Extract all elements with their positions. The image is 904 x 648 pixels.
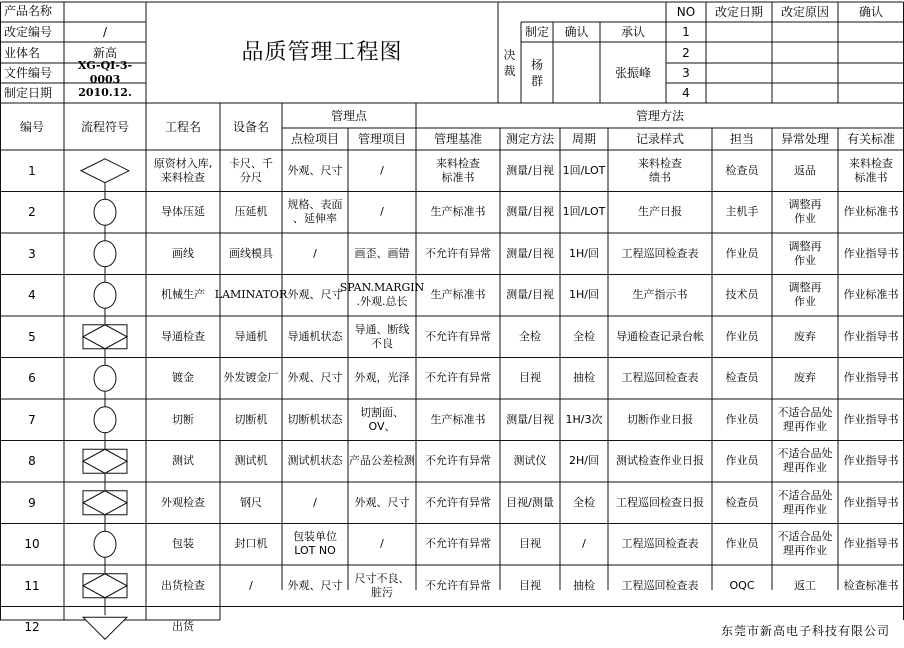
- row-equipment: 导通机: [220, 316, 282, 358]
- row-equipment: 测试机: [220, 441, 282, 483]
- revision-number: 4: [666, 83, 706, 103]
- flow-inspection-box: [83, 491, 127, 515]
- row-cycle: /: [560, 524, 608, 566]
- row-cycle: 抽检: [560, 565, 608, 607]
- row-standard: 生产标准书: [416, 275, 500, 317]
- flow-process-circle: [94, 241, 116, 267]
- row-measure: 测量/目视: [500, 150, 560, 192]
- row-measure: 测试仪: [500, 441, 560, 483]
- info-value: 新高: [64, 42, 146, 63]
- row-process: 画线: [146, 233, 220, 275]
- row-record: 生产指示书: [608, 275, 712, 317]
- row-owner: 技术员: [712, 275, 772, 317]
- row-number: 11: [0, 565, 64, 607]
- info-value: XG-QI-3-0003: [64, 63, 146, 83]
- row-related: 作业指导书: [838, 441, 904, 483]
- row-record: [608, 607, 712, 648]
- company-name: 东莞市新高电子科技有限公司: [721, 622, 890, 639]
- flow-process-circle: [94, 365, 116, 391]
- col-header-process: 工程名: [146, 103, 220, 150]
- revision-number: 1: [666, 22, 706, 42]
- row-record: 工程巡回检查表: [608, 233, 712, 275]
- row-number: 8: [0, 441, 64, 483]
- approval-column-label: 制定: [521, 22, 553, 42]
- row-cycle: 1回/LOT: [560, 150, 608, 192]
- row-record: 工程巡回检查表: [608, 565, 712, 607]
- row-owner: 检查员: [712, 482, 772, 524]
- row-cycle: 1H/回: [560, 233, 608, 275]
- info-label: 改定编号: [0, 22, 64, 42]
- revision-number: 3: [666, 63, 706, 83]
- info-label: 文件编号: [0, 63, 64, 83]
- row-owner: 检查员: [712, 358, 772, 400]
- row-cycle: 抽检: [560, 358, 608, 400]
- row-abnormal: 不适合品处 理再作业: [772, 399, 838, 441]
- row-measure: 测量/目视: [500, 233, 560, 275]
- row-check-item: 切断机状态: [282, 399, 348, 441]
- row-record: 工程巡回检查日报: [608, 482, 712, 524]
- approval-column-label: 承认: [600, 22, 666, 42]
- row-abnormal: 废弃: [772, 358, 838, 400]
- row-owner: 作业员: [712, 233, 772, 275]
- approval-side-label: 决 裁: [498, 22, 521, 103]
- col-header-measure: 测定方法: [500, 128, 560, 150]
- flow-inspection-box: [83, 325, 127, 349]
- row-process: 机械生产: [146, 275, 220, 317]
- row-equipment: 钢尺: [220, 482, 282, 524]
- row-related: 作业标准书: [838, 275, 904, 317]
- row-abnormal: 不适合品处 理再作业: [772, 482, 838, 524]
- flow-process-circle: [94, 531, 116, 557]
- row-cycle: 全检: [560, 482, 608, 524]
- row-related: 作业标准书: [838, 192, 904, 234]
- flow-inspection-box: [83, 449, 127, 473]
- row-check-item: 规格、表面 、延伸率: [282, 192, 348, 234]
- col-header-standard: 管理基准: [416, 128, 500, 150]
- row-process: 出货检查: [146, 565, 220, 607]
- row-control-item: 切割面、OV、: [348, 399, 416, 441]
- row-equipment: /: [220, 565, 282, 607]
- row-equipment: 封口机: [220, 524, 282, 566]
- row-measure: 全检: [500, 316, 560, 358]
- row-standard: 不允许有异常: [416, 482, 500, 524]
- revision-column-label: 改定原因: [772, 2, 838, 22]
- row-control-item: /: [348, 192, 416, 234]
- row-number: 12: [0, 607, 64, 648]
- row-abnormal: 废弃: [772, 316, 838, 358]
- row-control-item: 产品公差检测: [348, 441, 416, 483]
- row-control-item: 外观、尺寸: [348, 482, 416, 524]
- row-record: 切断作业日报: [608, 399, 712, 441]
- row-abnormal: 调整再 作业: [772, 192, 838, 234]
- info-value: [64, 0, 146, 22]
- row-standard: 不允许有异常: [416, 524, 500, 566]
- row-check-item: 导通机状态: [282, 316, 348, 358]
- row-measure: 测量/目视: [500, 192, 560, 234]
- revision-column-label: NO: [666, 2, 706, 22]
- row-cycle: [560, 607, 608, 648]
- row-standard: 不允许有异常: [416, 565, 500, 607]
- row-number: 3: [0, 233, 64, 275]
- row-related: 作业指导书: [838, 399, 904, 441]
- col-header-check-item: 点检项目: [282, 128, 348, 150]
- col-header-record: 记录样式: [608, 128, 712, 150]
- document-title: 品质管理工程图: [146, 2, 498, 103]
- col-header-cycle: 周期: [560, 128, 608, 150]
- row-cycle: 1H/回: [560, 275, 608, 317]
- row-process: 导通检查: [146, 316, 220, 358]
- row-process: 出货: [146, 607, 220, 648]
- row-number: 9: [0, 482, 64, 524]
- row-abnormal: 不适合品处 理再作业: [772, 441, 838, 483]
- row-number: 2: [0, 192, 64, 234]
- row-record: 工程巡回检查表: [608, 524, 712, 566]
- row-process: 导体压延: [146, 192, 220, 234]
- row-related: 作业指导书: [838, 482, 904, 524]
- flow-process-circle: [94, 199, 116, 225]
- row-equipment: LAMINATOR: [220, 275, 282, 317]
- col-header-abnormal: 异常处理: [772, 128, 838, 150]
- row-measure: 目视: [500, 358, 560, 400]
- row-owner: 作业员: [712, 441, 772, 483]
- row-cycle: 2H/回: [560, 441, 608, 483]
- row-control-item: 画歪、画错: [348, 233, 416, 275]
- row-process: 原资材入库, 来料检查: [146, 150, 220, 192]
- revision-column-label: 确认: [838, 2, 904, 22]
- row-measure: 测量/目视: [500, 399, 560, 441]
- row-abnormal: 返品: [772, 150, 838, 192]
- row-record: 测试检查作业日报: [608, 441, 712, 483]
- info-label: 产品名称: [0, 0, 64, 22]
- row-control-item: 外观，光泽: [348, 358, 416, 400]
- row-record: 导通检查记录台帐: [608, 316, 712, 358]
- row-standard: 不允许有异常: [416, 233, 500, 275]
- row-check-item: /: [282, 233, 348, 275]
- row-measure: 目视: [500, 524, 560, 566]
- col-header-equipment: 设备名: [220, 103, 282, 150]
- row-standard: 生产标准书: [416, 399, 500, 441]
- approval-name: 杨 群: [521, 42, 553, 103]
- row-number: 1: [0, 150, 64, 192]
- row-related: 来料检查 标准书: [838, 150, 904, 192]
- row-control-item: 导通、断线 不良: [348, 316, 416, 358]
- row-abnormal: 调整再 作业: [772, 275, 838, 317]
- row-standard: 不允许有异常: [416, 316, 500, 358]
- row-control-item: 尺寸不良、 脏污: [348, 565, 416, 607]
- row-number: 6: [0, 358, 64, 400]
- row-control-item: /: [348, 150, 416, 192]
- row-abnormal: 返工: [772, 565, 838, 607]
- flow-process-circle: [94, 407, 116, 433]
- approval-name: [553, 42, 600, 103]
- row-number: 5: [0, 316, 64, 358]
- info-label: 制定日期: [0, 83, 64, 103]
- row-equipment: 切断机: [220, 399, 282, 441]
- flow-inspection-box: [83, 574, 127, 598]
- row-measure: 测量/目视: [500, 275, 560, 317]
- row-check-item: /: [282, 482, 348, 524]
- row-number: 7: [0, 399, 64, 441]
- row-owner: 主机手: [712, 192, 772, 234]
- col-group-control-method: 管理方法: [416, 103, 904, 128]
- row-standard: 来料检查 标准书: [416, 150, 500, 192]
- info-value: 2010.12.: [64, 83, 146, 103]
- row-process: 测试: [146, 441, 220, 483]
- row-check-item: 外观、尺寸: [282, 358, 348, 400]
- row-number: 10: [0, 524, 64, 566]
- row-owner: 作业员: [712, 524, 772, 566]
- row-check-item: 外观、尺寸: [282, 275, 348, 317]
- row-abnormal: 调整再 作业: [772, 233, 838, 275]
- row-equipment: 卡尺、千 分尺: [220, 150, 282, 192]
- row-control-item: [348, 607, 416, 648]
- col-group-control-point: 管理点: [282, 103, 416, 128]
- row-record: 生产日报: [608, 192, 712, 234]
- flow-diamond-symbol: [81, 159, 129, 183]
- row-measure: 目视/测量: [500, 482, 560, 524]
- row-equipment: [220, 607, 282, 648]
- row-control-item: SPAN.MARGIN .外观.总长: [348, 275, 416, 317]
- revision-number: 2: [666, 42, 706, 63]
- row-process: 外观检查: [146, 482, 220, 524]
- row-number: 4: [0, 275, 64, 317]
- col-header-control-item: 管理项目: [348, 128, 416, 150]
- row-owner: 作业员: [712, 316, 772, 358]
- col-header-related-standard: 有关标准: [838, 128, 904, 150]
- row-related: 作业指导书: [838, 316, 904, 358]
- info-value: /: [64, 22, 146, 42]
- row-check-item: 测试机状态: [282, 441, 348, 483]
- col-header-no: 编号: [0, 103, 64, 150]
- flow-shipping-triangle: [83, 617, 127, 639]
- col-header-flow: 流程符号: [64, 103, 146, 150]
- row-related: 检查标准书: [838, 565, 904, 607]
- row-standard: [416, 607, 500, 648]
- row-check-item: 外观、尺寸: [282, 150, 348, 192]
- row-standard: 不允许有异常: [416, 441, 500, 483]
- row-process: 切断: [146, 399, 220, 441]
- row-process: 镀金: [146, 358, 220, 400]
- row-standard: 生产标准书: [416, 192, 500, 234]
- row-related: 作业指导书: [838, 233, 904, 275]
- revision-column-label: 改定日期: [706, 2, 772, 22]
- col-header-owner: 担当: [712, 128, 772, 150]
- flow-process-circle: [94, 282, 116, 308]
- approval-name: 张振峰: [600, 42, 666, 103]
- row-standard: 不允许有异常: [416, 358, 500, 400]
- row-process: 包装: [146, 524, 220, 566]
- row-owner: 检查员: [712, 150, 772, 192]
- row-owner: OQC: [712, 565, 772, 607]
- row-cycle: 1回/LOT: [560, 192, 608, 234]
- row-measure: 目视: [500, 565, 560, 607]
- row-equipment: 压延机: [220, 192, 282, 234]
- row-check-item: [282, 607, 348, 648]
- row-record: 工程巡回检查表: [608, 358, 712, 400]
- row-related: 作业指导书: [838, 358, 904, 400]
- approval-column-label: 确认: [553, 22, 600, 42]
- row-measure: [500, 607, 560, 648]
- info-label: 业体名: [0, 42, 64, 63]
- row-check-item: 外观、尺寸: [282, 565, 348, 607]
- row-owner: 作业员: [712, 399, 772, 441]
- row-check-item: 包装单位 LOT NO: [282, 524, 348, 566]
- row-cycle: 1H/3次: [560, 399, 608, 441]
- row-abnormal: 不适合品处 理再作业: [772, 524, 838, 566]
- row-control-item: /: [348, 524, 416, 566]
- row-equipment: 外发镀金厂: [220, 358, 282, 400]
- row-related: 作业指导书: [838, 524, 904, 566]
- row-equipment: 画线模具: [220, 233, 282, 275]
- row-record: 来料检查 绩书: [608, 150, 712, 192]
- row-cycle: 全检: [560, 316, 608, 358]
